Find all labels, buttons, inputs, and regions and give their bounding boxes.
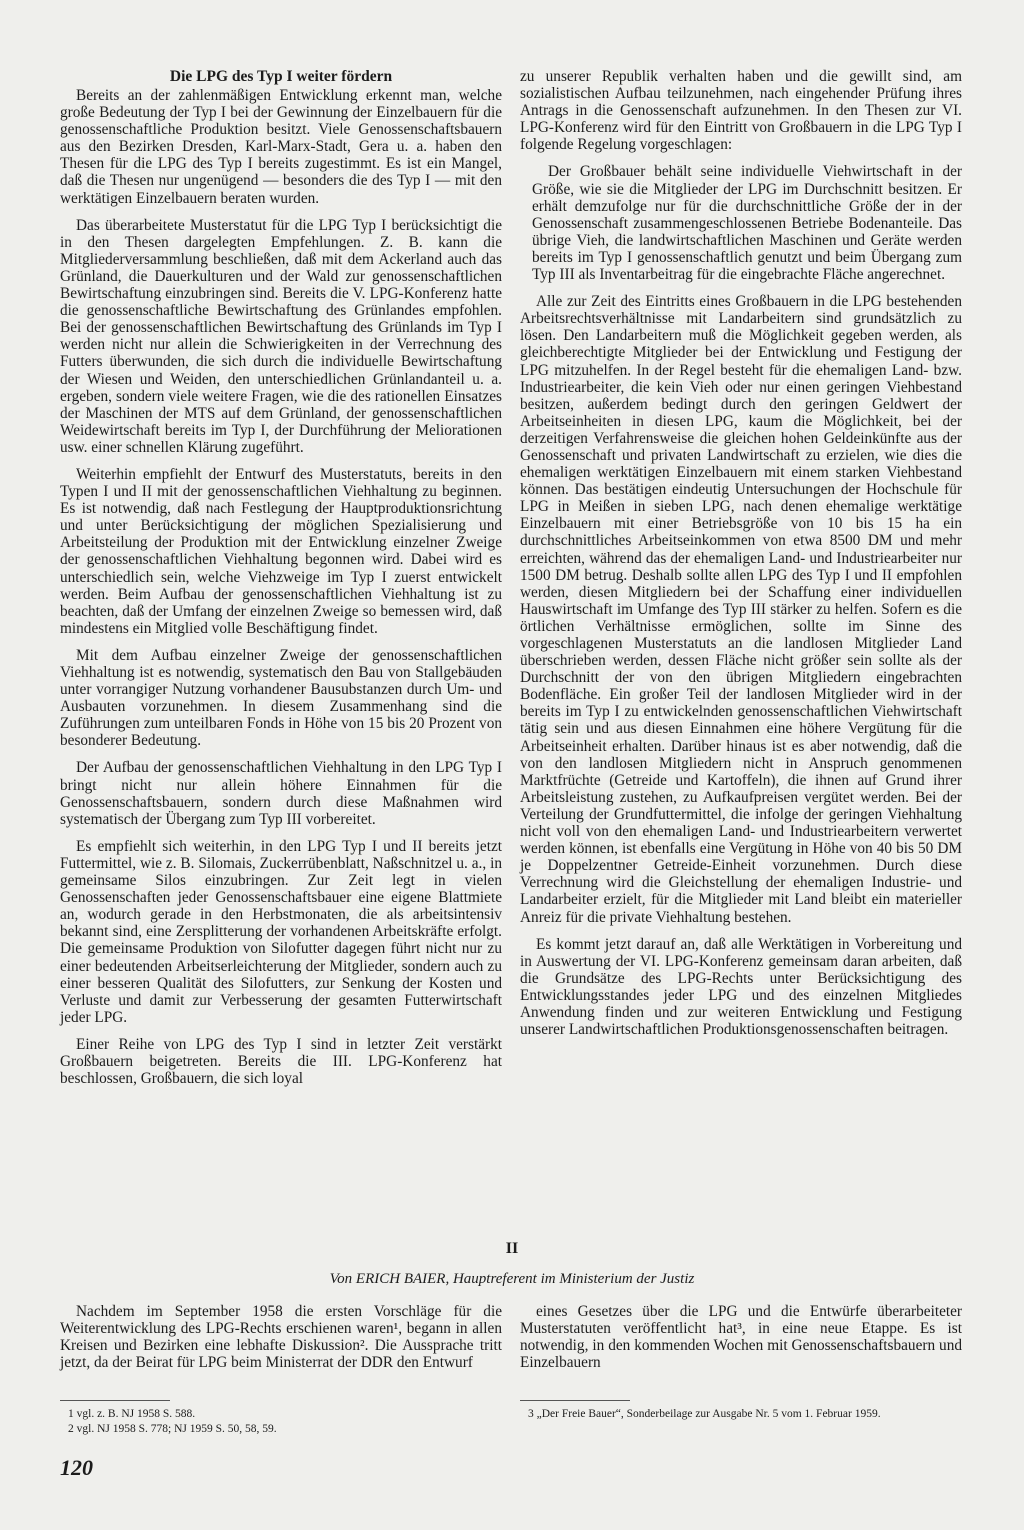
section-column-left — [60, 1303, 502, 1371]
author-byline: Von ERICH BAIER, Hauptreferent im Ministerium der Justiz — [329, 1271, 695, 1287]
quoted-regulation: Der Großbauer behält seine individuelle Viehwirtschaft in der Größe, wie sie die Mitglieder der LPG im Durchschnitt besitzen. Er erhält demzufolge nur für die durchschnittliche Größe der in der Genossenschaft zusammengeschlossenen Betriebe Bodenanteile. Das übrige Vieh, die landwirtschaftlichen Maschinen und Geräte werden bereits im Typ I genossenschaftlich genutzt und beim Übergang zum Typ III als Inventarbeitrag für die eingebrachte Fläche angerechnet. — [532, 163, 962, 284]
footnotes-left — [60, 1407, 502, 1437]
paragraph: Es kommt jetzt darauf an, daß alle Werktätigen in Vorbereitung und in Auswertung der VI. LPG-Konferenz gemeinsam daran arbeiten, daß die Grundsätze des LPG-Rechts unter Berücksichtigung des Entwicklungsstandes jeder LPG und des einzelnen Mitgliedes Anwendung finden und zur weiteren Entwicklung und Festigung unserer Landwirtschaftlichen Produktionsgenossenschaften beitragen. — [520, 935, 962, 1039]
paragraph: Weiterhin empfiehlt der Entwurf des Musterstatuts, bereits in den Typen I und II mit der genossenschaftlichen Viehhaltung zu beginnen. Es ist notwendig, daß nach Festlegung der Hauptproduktionsrichtung und unter Berücksichtigung der möglichen Spezialisierung und Arbeitsteilung der Produktion mit der Entwicklung einzelner Zweige der genossenschaftlichen Viehhaltung begonnen wird. Dabei wird es unterschiedlich sein, welche Viehzweige im Typ I zuerst entwickelt werden. Beim Aufbau der genossenschaftlichen Viehhaltung ist zu beachten, daß der Umfang der einzelnen Zweige so bemessen wird, daß mindestens ein Mitglied volle Beschäftigung findet. — [60, 465, 502, 637]
article-column-right — [520, 68, 962, 1038]
footnote: 1 vgl. z. B. NJ 1958 S. 588. — [68, 1408, 196, 1420]
footnote-divider — [520, 1400, 630, 1401]
paragraph: Bereits an der zahlenmäßigen Entwicklung erkennt man, welche große Bedeutung der Typ I bei der Gewinnung der Einzelbauern für die genossenschaftliche Produktion besitzt. Viele Genossenschaftsbauern aus den Bezirken Dresden, Karl-Marx-Stadt, Gera u. a. haben den Thesen für die LPG des Typ I bereits zugestimmt. Es ist ein Mangel, daß die Thesen nur ungenügend — besonders die des Typ I — mit den werktätigen Einzelbauern beraten wurden. — [60, 87, 502, 207]
paragraph: Einer Reihe von LPG des Typ I sind in letzter Zeit verstärkt Großbauern beigetreten. Bereits die III. LPG-Konferenz hat beschlossen, Großbauern, die sich loyal — [60, 1035, 502, 1088]
footnote-divider — [60, 1400, 170, 1401]
paragraph: eines Gesetzes über die LPG und die Entwürfe überarbeiteter Musterstatuten veröffentlicht hat³, in eine neue Etappe. Es ist notwendig, in den kommenden Wochen mit Genossenschaftsbauern und Einzelbauern — [520, 1303, 962, 1372]
page-number: 120 — [60, 1455, 93, 1480]
footnote: 2 vgl. NJ 1958 S. 778; NJ 1959 S. 50, 58, 59. — [68, 1423, 277, 1435]
paragraph: Es empfiehlt sich weiterhin, in den LPG Typ I und II bereits jetzt Futtermittel, wie z. B. Silomais, Zuckerrübenblatt, Naßschnitzel u. a., in gemeinsame Silos einzubringen. Zur Zeit legt in vielen Genossenschaften jeder Genossenschaftsbauer eine eigene Blattmiete an, wodurch gerade in den Herbstmonaten, die als arbeitsintensiv bekannt sind, eine Zersplitterung der vorhandenen Arbeitskräfte erfolgt. Die gemeinsame Produktion von Silofutter dagegen führt nicht nur zu einer bedeutenden Arbeitserleichterung der Mitglieder, sondern auch zu einer besseren Qualität des Silofutters, zur Senkung der Kosten und Verluste und damit zur Verbesserung der gesamten Futterwirtschaft jeder LPG. — [60, 837, 502, 1026]
footnotes-right — [520, 1407, 962, 1422]
paragraph: zu unserer Republik verhalten haben und die gewillt sind, am sozialistischen Aufbau teilzunehmen, nach eingehender Prüfung ihres Antrags in die Genossenschaft aufzunehmen. In den Thesen zur VI. LPG-Konferenz wird für den Eintritt von Großbauern in die LPG Typ I folgende Regelung vorgeschlagen: — [520, 68, 962, 154]
footnote: 3 „Der Freie Bauer“, Sonderbeilage zur Ausgabe Nr. 5 vom 1. Februar 1959. — [528, 1408, 881, 1420]
section-number: II — [505, 1240, 519, 1257]
article-column-left — [60, 68, 502, 1087]
section-column-right — [520, 1303, 962, 1371]
paragraph: Nachdem im September 1958 die ersten Vorschläge für die Weiterentwicklung des LPG-Rechts erschienen waren¹, begann in allen Kreisen und Bezirken eine lebhafte Diskussion². Die Aussprache tritt jetzt, da der Beirat für LPG beim Ministerrat der DDR den Entwurf — [60, 1303, 502, 1372]
paragraph: Alle zur Zeit des Eintritts eines Großbauern in die LPG bestehenden Arbeitsrechtsverhältnisse mit Landarbeitern sind grundsätzlich zu lösen. Den Landarbeitern muß die Möglichkeit gegeben werden, als gleichberechtigte Mitglieder bei der Entwicklung und Festigung der LPG mitzuhelfen. In der Regel besteht für die ehemaligen Land- bzw. Industriearbeiter, die kein Vieh oder nur einen geringen Viehbestand besitzen, außerdem bedingt durch den geringen Geldwert der Arbeitseinheiten in diesen LPG, kaum die Möglichkeit, bei der derzeitigen Verfahrensweise die gleichen hohen Geldeinkünfte aus der Genossenschaft und privaten Landwirtschaft zu erzielen, wie dies die ehemaligen werktätigen Einzelbauern mit einem starken Viehbestand können. Das bestätigen eindeutig Untersuchungen der Hochschule für LPG in Meißen in sieben LPG, nach denen ehemalige werktätige Einzelbauern mit einer Betriebsgröße von 10 bis 15 ha ein durchschnittliches Arbeitseinkommen von etwa 8500 DM und mehr erreichten, während das der ehemaligen Land- und Industriearbeiter nur 1500 DM betrug. Deshalb sollte allen LPG des Typ I und II empfohlen werden, diesen Mitgliedern bei der Schaffung einer individuellen Hauswirtschaft im Umfange des Typ III stärker zu helfen. Sofern es die örtlichen Verhältnisse ermöglichen, sollte im Sinne des vorgeschlagenen Musterstatuts an die landlosen Mitglieder Land überschrieben werden, dessen Fläche nicht größer sein sollte als der Durchschnitt der von den übrigen Mitgliedern eingebrachten Bodenfläche. Ein großer Teil der landlosen Mitglieder wird in der bereits im Typ I zu entwickelnden genossenschaftlichen Viehwirtschaft tätig sein und aus diesen Einnahmen eine höhere Vergütung für die Arbeitseinheit erhalten. Darüber hinaus ist es aber notwendig, daß die von den landlosen Mitgliedern nicht in Anspruch genommenen Marktfrüchte (Getreide und Kartoffeln), die ihnen auf Grund ihrer Arbeitsleistung zustehen, zu Aufkaufpreisen vergütet werden. Bei der Verteilung der Grundfuttermittel, die infolge der geringen Viehhaltung nicht voll von den ehemaligen Land- und Industriearbeitern verwertet werden können, ist ebenfalls eine Vergütung in Höhe von 40 bis 50 DM je Doppelzentner Getreide-Einheit vorzunehmen. Durch diese Verrechnung wird die Gleichstellung der ehemaligen Industrie- und Landarbeiter erzielt, für die Mitglieder mit Land bleibt ein materieller Anreiz für die private Viehhaltung bestehen. — [520, 293, 962, 926]
paragraph: Der Aufbau der genossenschaftlichen Viehhaltung in den LPG Typ I bringt nicht nur allein höhere Einnahmen für die Genossenschaftsbauern, sondern durch diese Maßnahmen wird systematisch der Übergang zum Typ III vorbereitet. — [60, 759, 502, 828]
paragraph: Mit dem Aufbau einzelner Zweige der genossenschaftlichen Viehhaltung ist es notwendig, systematisch den Bau von Stallgebäuden unter vorrangiger Nutzung vorhandener Bausubstanzen durch Um- und Ausbauten vorzunehmen. In diesem Zusammenhang sind die Zuführungen zum unteilbaren Fonds in Höhe von 15 bis 20 Prozent von besonderer Bedeutung. — [60, 646, 502, 750]
article-title: Die LPG des Typ I weiter fördern — [169, 68, 393, 85]
paragraph: Das überarbeitete Musterstatut für die LPG Typ I berücksichtigt die in den Thesen dargelegten Empfehlungen. Z. B. kann die Mitgliederversammlung beschließen, daß mit dem Ackerland auch das Grünland, die Dauerkulturen und der Wald zur genossenschaftlichen Bewirtschaftung einzubringen sind. Bereits die V. LPG-Konferenz hatte die genossenschaftliche Bewirtschaftung des Grünlandes empfohlen. Bei der genossenschaftlichen Bewirtschaftung des Grünlands im Typ I werden nicht nur allein die Schwierigkeiten in der Verrechnung des Futters überwunden, die sich durch die individuelle Bewirtschaftung der Wiesen und Weiden, den unterschiedlichen Grünlandanteil u. a. ergeben, sondern viele weitere Fragen, wie die des rationellen Einsatzes der Maschinen der MTS auf dem Grünland, der genossenschaftlichen Weidewirtschaft bereits im Typ I, der Durchführung der Meliorationen usw. einer schnellen Klärung zugeführt. — [60, 216, 502, 456]
